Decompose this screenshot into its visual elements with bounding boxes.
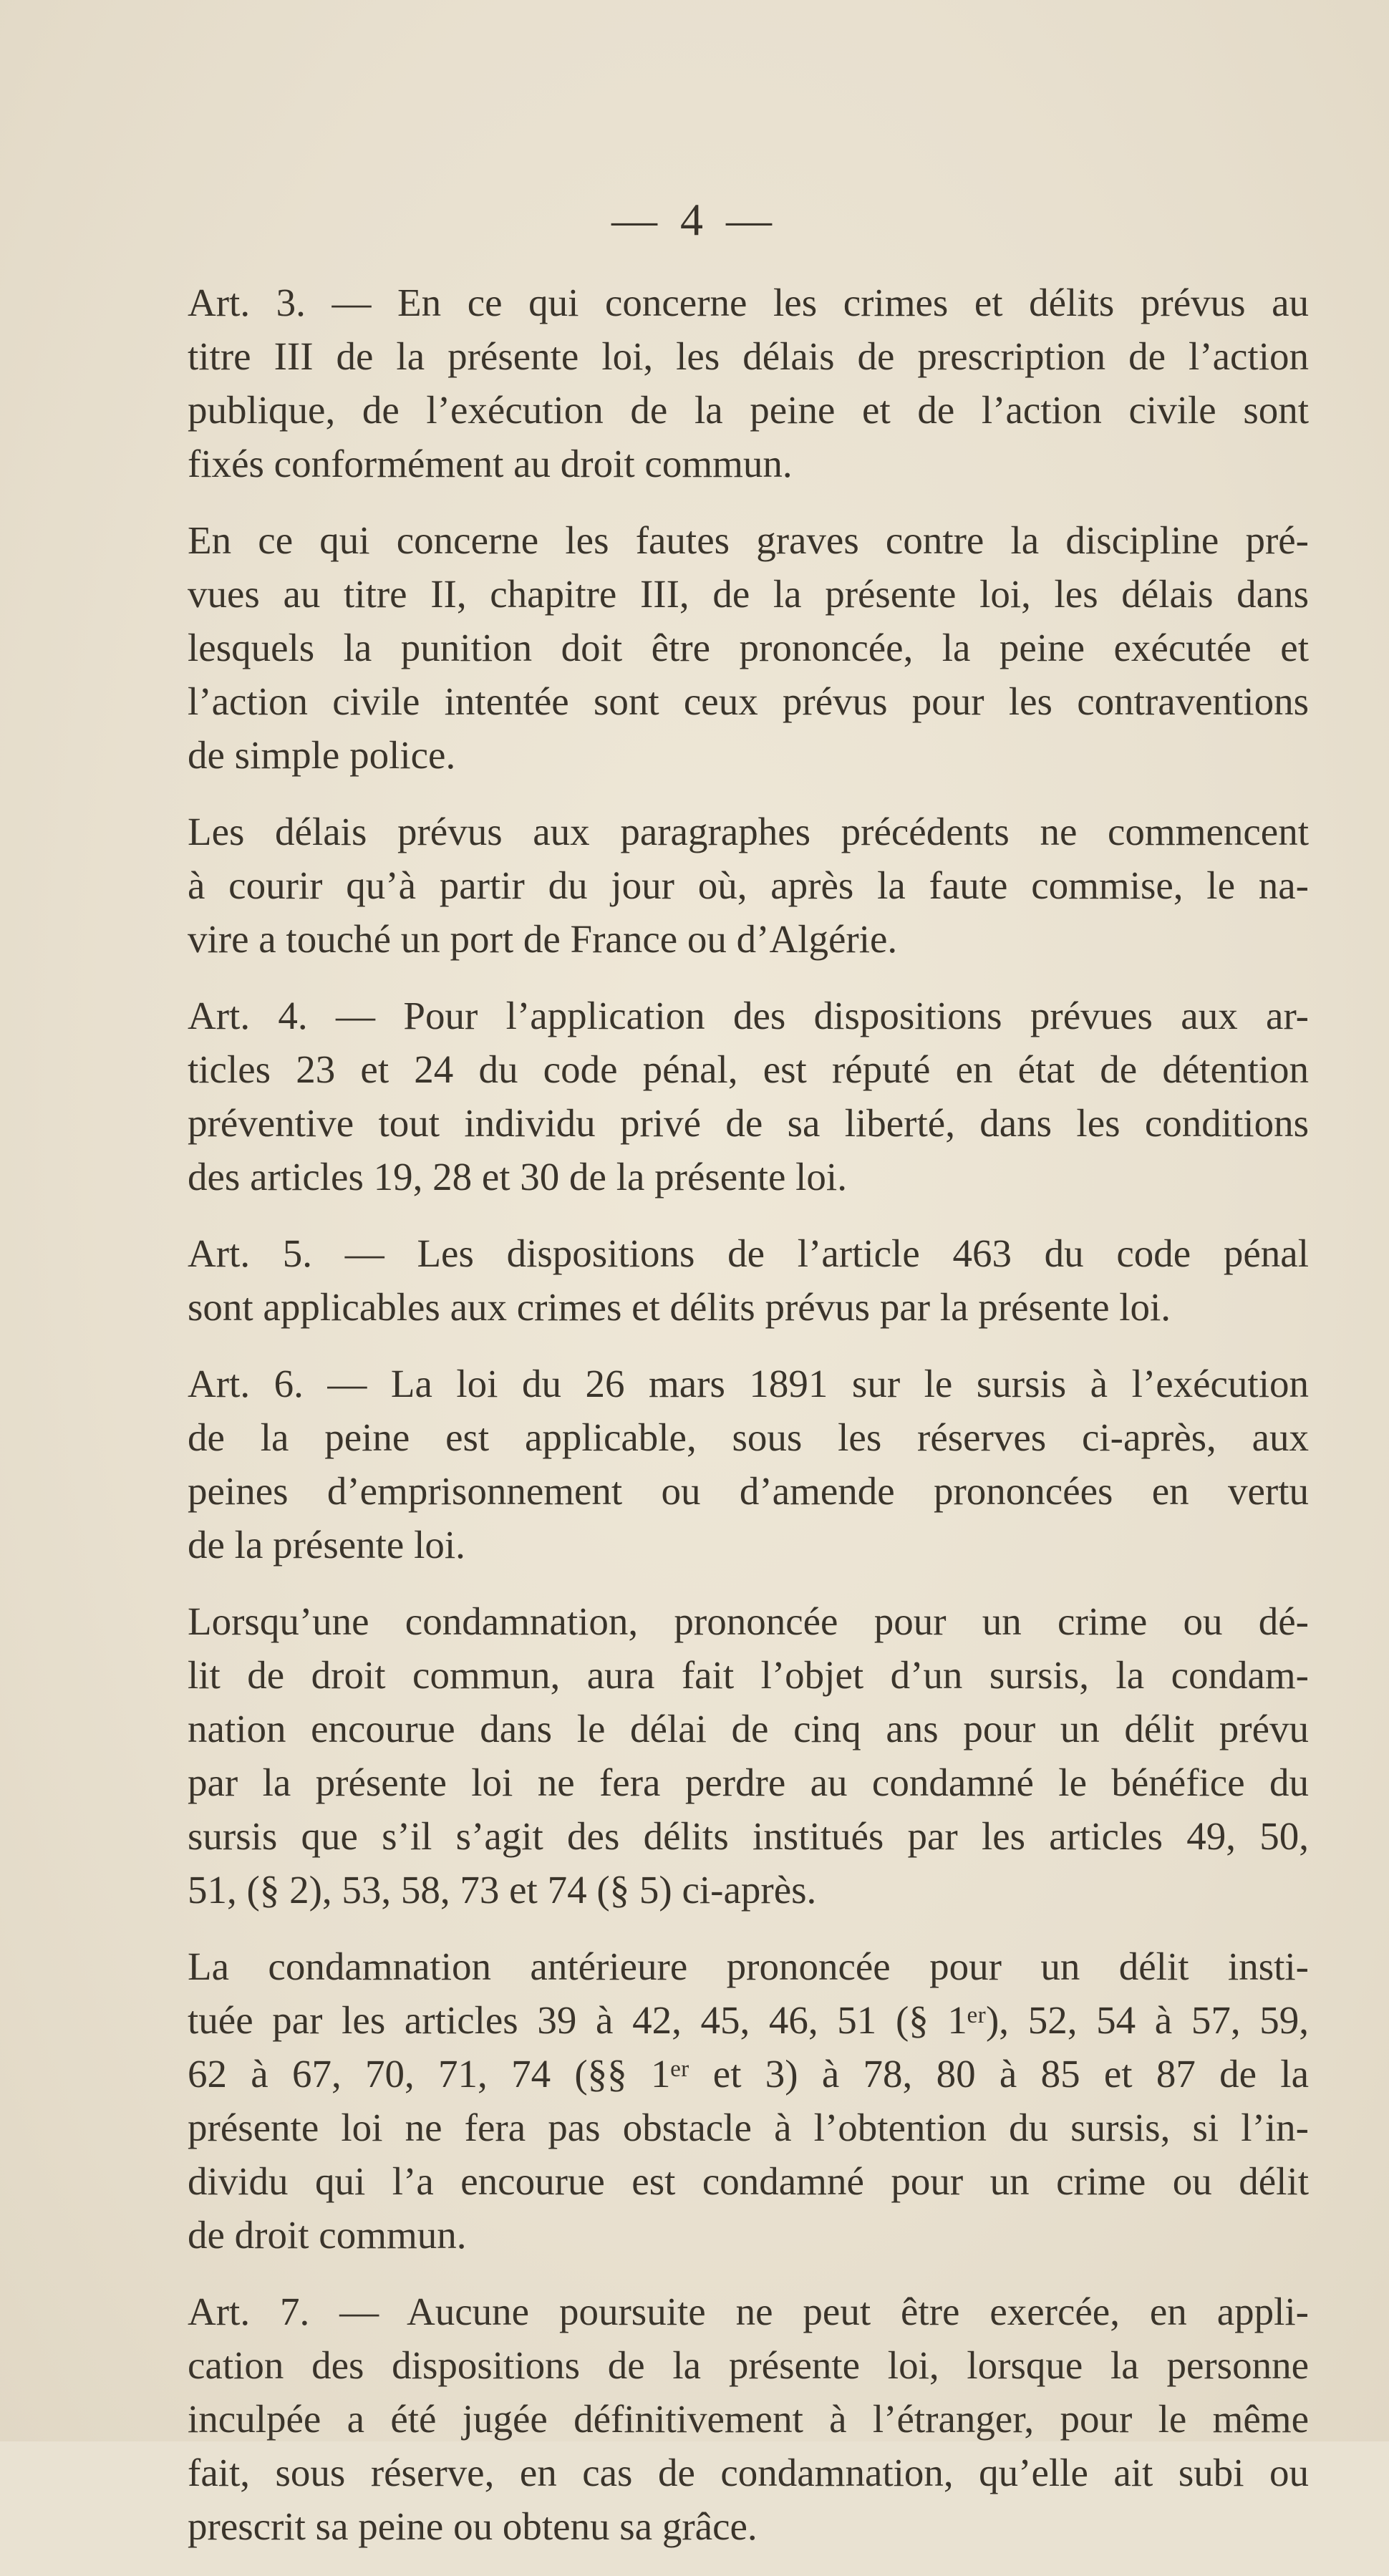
paragraph-art-3-fautes xyxy=(188,513,1309,782)
text-line: tuée par les articles 39 à 42, 45, 46, 51 (§ 1ᵉʳ), 52, 54 à 57, 59, xyxy=(188,1998,1309,2042)
paragraph-art-3 xyxy=(188,276,1309,490)
paragraph-art-6-condamnation xyxy=(188,1594,1309,1917)
page-number: — 4 — xyxy=(611,194,778,245)
text-line: de la présente loi. xyxy=(188,1523,465,1567)
paragraph-art-6 xyxy=(188,1357,1309,1572)
text-line: fait, sous réserve, en cas de condamnation, qu’elle ait subi ou xyxy=(188,2451,1309,2494)
paragraph-art-7 xyxy=(188,2285,1309,2553)
text-line: lit de droit commun, aura fait l’objet d’un sursis, la condam- xyxy=(188,1653,1309,1697)
text-line: sont applicables aux crimes et délits prévus par la présente loi. xyxy=(188,1285,1171,1329)
text-line: des articles 19, 28 et 30 de la présente loi. xyxy=(188,1155,847,1199)
paragraph-art-4 xyxy=(188,989,1309,1204)
text-line: Art. 3. — En ce qui concerne les crimes et délits prévus au xyxy=(188,281,1309,324)
text-line: Art. 7. — Aucune poursuite ne peut être exercée, en appli- xyxy=(188,2290,1309,2333)
text-line: En ce qui concerne les fautes graves contre la discipline pré- xyxy=(188,518,1309,562)
text-line: Art. 4. — Pour l’application des dispositions prévues aux ar- xyxy=(188,994,1309,1037)
text-line: l’action civile intentée sont ceux prévus pour les contraventions xyxy=(188,679,1309,723)
text-line: peines d’emprisonnement ou d’amende prononcées en vertu xyxy=(188,1469,1309,1513)
text-line: Les délais prévus aux paragraphes précédents ne commencent xyxy=(188,810,1309,853)
text-line: de simple police. xyxy=(188,733,456,777)
text-line: inculpée a été jugée définitivement à l’étranger, pour le même xyxy=(188,2397,1309,2441)
text-line: titre III de la présente loi, les délais de prescription de l’action xyxy=(188,334,1309,378)
text-line: Lorsqu’une condamnation, prononcée pour un crime ou dé- xyxy=(188,1599,1309,1643)
text-line: ticles 23 et 24 du code pénal, est réputé en état de détention xyxy=(188,1047,1309,1091)
text-line: La condamnation antérieure prononcée pour un délit insti- xyxy=(188,1945,1309,1988)
text-line: préventive tout individu privé de sa liberté, dans les conditions xyxy=(188,1101,1309,1145)
text-line: présente loi ne fera pas obstacle à l’obtention du sursis, si l’in- xyxy=(188,2106,1309,2149)
text-line: Art. 6. — La loi du 26 mars 1891 sur le sursis à l’exécution xyxy=(188,1362,1309,1405)
text-line: par la présente loi ne fera perdre au condamné le bénéfice du xyxy=(188,1761,1309,1804)
document-body xyxy=(188,276,1309,2576)
paragraph-art-5 xyxy=(188,1226,1309,1334)
text-line: sursis que s’il s’agit des délits institués par les articles 49, 50, xyxy=(188,1814,1309,1858)
paragraph-art-6-anterieure xyxy=(188,1940,1309,2262)
text-line: cation des dispositions de la présente loi, lorsque la personne xyxy=(188,2343,1309,2387)
text-line: publique, de l’exécution de la peine et de l’action civile sont xyxy=(188,388,1309,432)
text-line: Art. 5. — Les dispositions de l’article 463 du code pénal xyxy=(188,1231,1309,1275)
text-line: dividu qui l’a encourue est condamné pour un crime ou délit xyxy=(188,2159,1309,2203)
text-line: de la peine est applicable, sous les réserves ci-après, aux xyxy=(188,1415,1309,1459)
text-line: 62 à 67, 70, 71, 74 (§§ 1ᵉʳ et 3) à 78, 80 à 85 et 87 de la xyxy=(188,2052,1309,2096)
text-line: lesquels la punition doit être prononcée, la peine exécutée et xyxy=(188,626,1309,669)
text-line: nation encourue dans le délai de cinq ans pour un délit prévu xyxy=(188,1707,1309,1751)
text-line: de droit commun. xyxy=(188,2213,467,2257)
text-line: 51, (§ 2), 53, 58, 73 et 74 (§ 5) ci-après. xyxy=(188,1868,817,1912)
text-line: fixés conformément au droit commun. xyxy=(188,442,793,485)
text-line: vire a touché un port de France ou d’Algérie. xyxy=(188,917,898,961)
text-line: à courir qu’à partir du jour où, après la faute commise, le na- xyxy=(188,863,1309,907)
paragraph-art-3-delais xyxy=(188,805,1309,966)
text-line: vues au titre II, chapitre III, de la présente loi, les délais dans xyxy=(188,572,1309,616)
text-line: prescrit sa peine ou obtenu sa grâce. xyxy=(188,2504,758,2548)
